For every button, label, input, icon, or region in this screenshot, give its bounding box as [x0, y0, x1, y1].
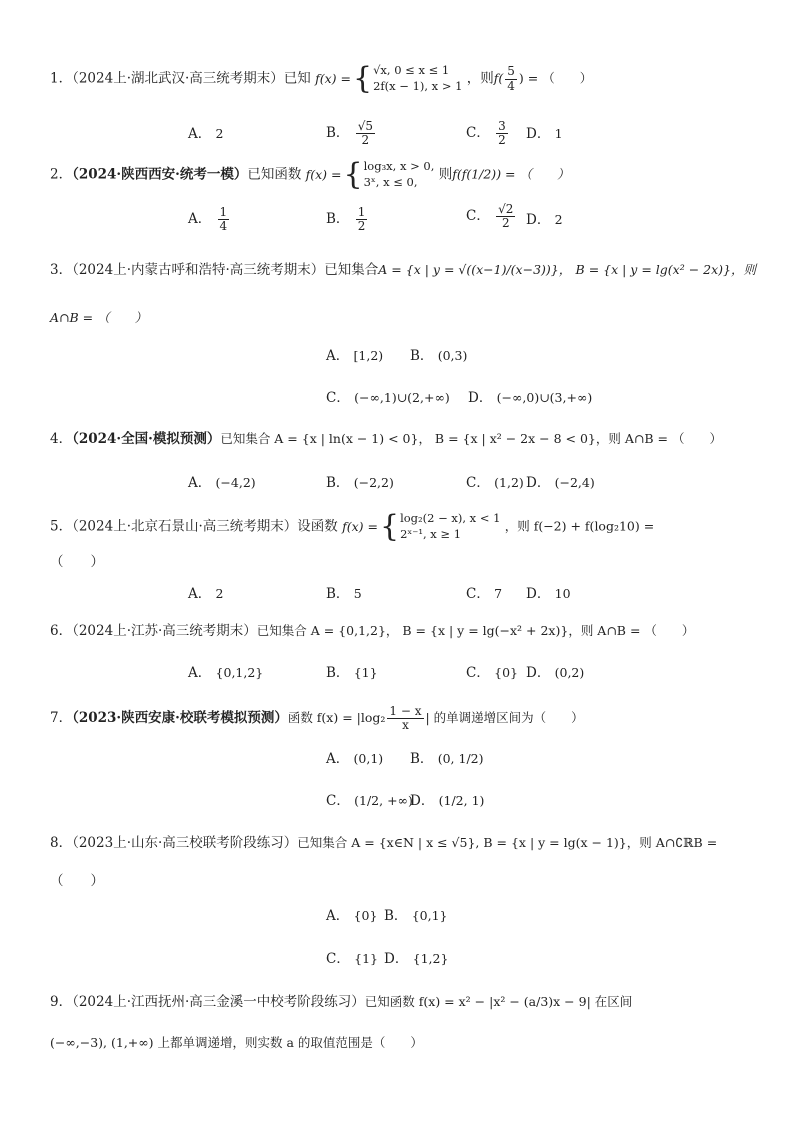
question-source: （2024·全国·模拟预测）	[72, 431, 221, 447]
option-c[interactable]: C． $\frac{3}{2}$	[466, 119, 506, 148]
question-4: 4．（2024·全国·模拟预测）已知集合 A = {x | ln(x − 1) < 0}， B = {x | x² − 2x − 8 < 0}，则 A∩B = （ ）	[50, 431, 722, 447]
question-number: 5．	[50, 518, 73, 535]
brace-icon: {	[379, 509, 400, 544]
question-number: 2．	[50, 166, 73, 183]
question-source: （2024上·江西抚州·高三金溪一中校考阶段练习）	[72, 994, 365, 1010]
option-d[interactable]: D． 10	[526, 586, 571, 602]
question-stem: 已知	[283, 70, 311, 87]
option-b[interactable]: B． {1}	[326, 665, 378, 681]
option-b[interactable]: B． (−2,2)	[326, 475, 394, 491]
question-8-continued: （ ）	[50, 873, 104, 889]
option-d[interactable]: D． 1	[526, 126, 563, 142]
option-a[interactable]: A． (0,1)	[326, 751, 384, 767]
question-3-continued: A∩B = （ ）	[50, 310, 148, 325]
option-b[interactable]: B． $\frac{1}{2}$	[326, 205, 366, 234]
question-number: 6．	[50, 623, 73, 639]
question-source: （2024·陕西西安·统考一模）	[72, 166, 248, 183]
question-2: 2．（2024·陕西西安·统考一模）已知函数 f(x) = { log₃x, x > 0, 3ˣ, x ≤ 0, 则f(f(1/2)) = （ ）	[50, 157, 570, 192]
option-b[interactable]: B． (0, 1/2)	[410, 751, 484, 767]
question-source: （2024上·北京石景山·高三统考期末）	[72, 518, 298, 535]
question-3: 3．（2024上·内蒙古呼和浩特·高三统考期末）已知集合A = {x | y = √((x−1)/(x−3))}， B = {x | y = lg(x² − 2x)}，则	[50, 262, 756, 278]
question-number: 4．	[50, 431, 73, 447]
option-b[interactable]: B． 5	[326, 586, 362, 602]
question-8: 8．（2023上·山东·高三校联考阶段练习）已知集合 A = {x∈N | x ≤ √5}, B = {x | y = lg(x − 1)}，则 A∩∁ℝB =	[50, 835, 718, 851]
question-source: （2024上·江苏·高三统考期末）	[72, 623, 257, 639]
option-d[interactable]: D． 2	[526, 212, 563, 228]
option-a[interactable]: A． {0}	[326, 908, 378, 924]
option-d[interactable]: D． (−∞,0)∪(3,+∞)	[468, 390, 593, 406]
question-5-continued: （ ）	[50, 554, 104, 570]
question-source: （2023上·山东·高三校联考阶段练习）	[72, 835, 298, 851]
brace-icon: {	[352, 61, 373, 96]
question-number: 7．	[50, 710, 73, 727]
question-number: 3．	[50, 262, 73, 278]
option-c[interactable]: C． {0}	[466, 665, 518, 681]
option-a[interactable]: A． {0,1,2}	[188, 665, 264, 681]
option-d[interactable]: D． {1,2}	[384, 951, 449, 967]
question-source: （2024上·内蒙古呼和浩特·高三统考期末）	[72, 262, 325, 278]
piecewise-function: f(x) = { log₃x, x > 0, 3ˣ, x ≤ 0,	[305, 157, 435, 192]
option-b[interactable]: B． {0,1}	[384, 908, 448, 924]
option-d[interactable]: D． (0,2)	[526, 665, 585, 681]
question-9-continued: (−∞,−3), (1,+∞) 上都单调递增，则实数 a 的取值范围是（ ）	[50, 1035, 423, 1050]
question-1: 1．（2024上·湖北武汉·高三统考期末）已知 f(x) = { √x, 0 ≤ x ≤ 1 2f(x − 1), x > 1 ，则f( $\frac{5}{4}$ ) = （ ）	[50, 61, 593, 96]
option-a[interactable]: A． [1,2)	[326, 348, 384, 364]
option-c[interactable]: C． (1,2)	[466, 475, 524, 491]
option-d[interactable]: D． (−2,4)	[526, 475, 595, 491]
question-source: （2023·陕西安康·校联考模拟预测）	[72, 710, 288, 727]
option-a[interactable]: A． 2	[188, 586, 224, 602]
question-number: 1．	[50, 70, 73, 87]
option-c[interactable]: C． {1}	[326, 951, 378, 967]
option-a[interactable]: A． (−4,2)	[188, 475, 256, 491]
question-number: 8．	[50, 835, 73, 851]
question-7: 7．（2023·陕西安康·校联考模拟预测）函数 f(x) = |log₂ $\frac{1 - x}{x}$ | 的单调递增区间为（ ）	[50, 704, 584, 733]
option-c[interactable]: C． (1/2, +∞)	[326, 793, 413, 809]
option-a[interactable]: A． 2	[188, 126, 224, 142]
option-c[interactable]: C． (−∞,1)∪(2,+∞)	[326, 390, 450, 406]
piecewise-function: f(x) = { log₂(2 − x), x < 1 2ˣ⁻¹, x ≥ 1	[342, 509, 501, 544]
brace-icon: {	[343, 157, 363, 192]
question-9: 9．（2024上·江西抚州·高三金溪一中校考阶段练习）已知函数 f(x) = x² − |x² − (a/3)x − 9| 在区间	[50, 994, 633, 1010]
question-source: （2024上·湖北武汉·高三统考期末）	[72, 70, 284, 87]
option-d[interactable]: D． (1/2, 1)	[410, 793, 485, 809]
option-c[interactable]: C． 7	[466, 586, 503, 602]
option-b[interactable]: B． $\frac{√5}{2}$	[326, 119, 373, 148]
piecewise-function: f(x) = { √x, 0 ≤ x ≤ 1 2f(x − 1), x > 1	[315, 61, 463, 96]
question-6: 6．（2024上·江苏·高三统考期末）已知集合 A = {0,1,2}， B = {x | y = lg(−x² + 2x)}，则 A∩B = （ ）	[50, 623, 695, 639]
question-5: 5．（2024上·北京石景山·高三统考期末）设函数 f(x) = { log₂(2 − x), x < 1 2ˣ⁻¹, x ≥ 1 ，则 f(−2) + f(log₂10) =	[50, 509, 655, 544]
question-number: 9．	[50, 994, 73, 1010]
option-a[interactable]: A． $\frac{1}{4}$	[188, 205, 228, 234]
option-c[interactable]: C． $\frac{√2}{2}$	[466, 202, 514, 231]
option-b[interactable]: B． (0,3)	[410, 348, 468, 364]
